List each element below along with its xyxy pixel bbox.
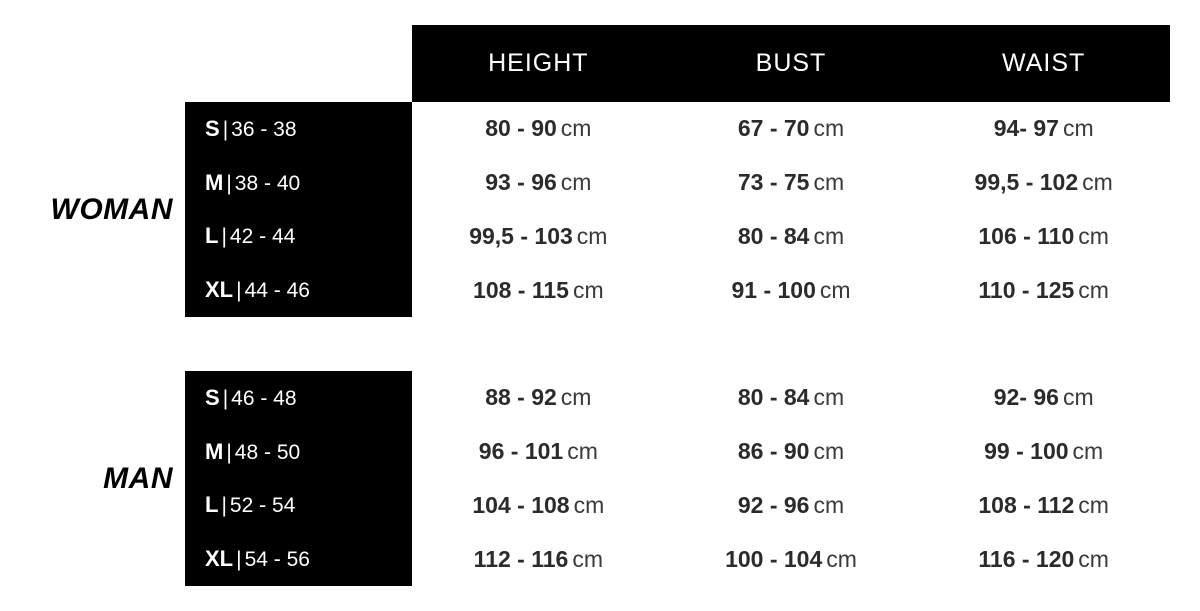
unit-label: cm [1082,169,1113,196]
unit-label: cm [1062,384,1094,411]
table-row [185,532,1170,586]
waist-value: 116 - 120 [978,545,1075,572]
cell-waist [917,384,1170,411]
waist-value: 99,5 - 102 [974,169,1079,196]
height-value: 104 - 108 [472,491,570,518]
bust-value: 67 - 70 [737,115,810,142]
eu-size: 44 - 46 [244,279,310,303]
height-value: 88 - 92 [485,384,557,411]
unit-label: cm [572,545,603,572]
rows-man [185,371,1170,586]
group-label-man: MAN [103,461,173,495]
unit-label: cm [813,115,845,142]
size-separator: | [226,171,232,195]
unit-label: cm [567,438,598,465]
unit-label: cm [813,438,845,465]
size-separator: | [236,548,242,572]
size-label: XL [205,546,234,572]
height-value: 80 - 90 [485,115,557,142]
waist-value: 94- 97 [993,115,1059,142]
table-row [185,102,1170,156]
cell-height [412,546,665,573]
eu-size: 48 - 50 [234,440,301,464]
column-header-waist: WAIST [1002,49,1086,77]
unit-label: cm [560,115,592,142]
bust-value: 91 - 100 [731,276,816,303]
eu-size: 38 - 40 [234,171,301,195]
size-label: S [205,384,220,410]
waist-value: 108 - 112 [978,491,1075,518]
cell-height [412,223,665,250]
cell-bust [665,492,918,519]
eu-size: 52 - 54 [229,494,296,518]
size-label: XL [205,277,234,303]
cell-height [412,492,665,519]
column-header-height: HEIGHT [488,49,589,77]
cell-waist [917,277,1170,304]
eu-size: 46 - 48 [231,386,297,410]
cell-waist [917,492,1170,519]
eu-size: 36 - 38 [231,117,297,141]
cell-height [412,384,665,411]
size-separator: | [221,225,227,249]
cell-height [412,438,665,465]
section-woman [0,102,1200,317]
group-label-woman: WOMAN [50,192,173,226]
unit-label: cm [572,276,604,303]
unit-label: cm [813,222,845,249]
column-header-bust: BUST [755,49,827,77]
unit-label: cm [1078,276,1109,303]
section-man [0,371,1200,586]
height-value: 112 - 116 [473,545,569,572]
cell-bust [665,277,918,304]
height-value: 93 - 96 [485,169,557,196]
bust-value: 80 - 84 [737,222,810,249]
table-row [185,371,1170,425]
waist-value: 92- 96 [993,384,1059,411]
unit-label: cm [576,222,608,249]
table-row [185,210,1170,264]
size-label: L [205,492,219,518]
waist-value: 99 - 100 [984,438,1069,465]
cell-height [412,277,665,304]
table-row [185,479,1170,533]
unit-label: cm [560,169,592,196]
bust-value: 73 - 75 [737,169,810,196]
unit-label: cm [1072,438,1104,465]
cell-height [412,169,665,196]
size-separator: | [221,494,227,518]
cell-bust [665,546,918,573]
unit-label: cm [813,169,845,196]
cell-size [185,170,412,196]
cell-bust [665,384,918,411]
size-separator: | [236,279,242,303]
cell-bust [665,115,918,142]
size-separator: | [222,386,229,410]
table-header-row [412,25,1170,102]
cell-size [185,277,412,303]
cell-bust [665,223,918,250]
unit-label: cm [813,491,845,518]
size-label: M [205,438,224,464]
cell-size [185,546,412,572]
unit-label: cm [826,545,857,572]
size-label: M [205,169,224,195]
unit-label: cm [819,276,851,303]
cell-size [185,223,412,249]
height-value: 108 - 115 [473,276,569,303]
size-separator: | [226,440,232,464]
unit-label: cm [813,384,845,411]
bust-value: 86 - 90 [737,438,810,465]
unit-label: cm [560,384,592,411]
cell-size [185,385,412,411]
unit-label: cm [1078,545,1109,572]
unit-label: cm [1078,491,1109,518]
rows-woman [185,102,1170,317]
height-value: 96 - 101 [478,438,564,465]
table-row [185,156,1170,210]
bust-value: 92 - 96 [737,491,810,518]
cell-waist [917,169,1170,196]
bust-value: 100 - 104 [725,545,823,572]
table-row [185,425,1170,479]
cell-size [185,116,412,142]
unit-label: cm [573,491,605,518]
size-label: S [205,115,220,141]
bust-value: 80 - 84 [737,384,810,411]
unit-label: cm [1078,222,1109,249]
cell-waist [917,115,1170,142]
waist-value: 110 - 125 [978,276,1075,303]
cell-waist [917,438,1170,465]
unit-label: cm [1062,115,1094,142]
waist-value: 106 - 110 [978,222,1075,249]
cell-height [412,115,665,142]
height-value: 99,5 - 103 [469,222,573,249]
eu-size: 54 - 56 [244,548,310,572]
cell-waist [917,546,1170,573]
cell-size [185,492,412,518]
eu-size: 42 - 44 [229,225,296,249]
cell-size [185,439,412,465]
cell-bust [665,169,918,196]
size-separator: | [222,117,229,141]
table-row [185,263,1170,317]
size-label: L [205,223,219,249]
cell-waist [917,223,1170,250]
cell-bust [665,438,918,465]
